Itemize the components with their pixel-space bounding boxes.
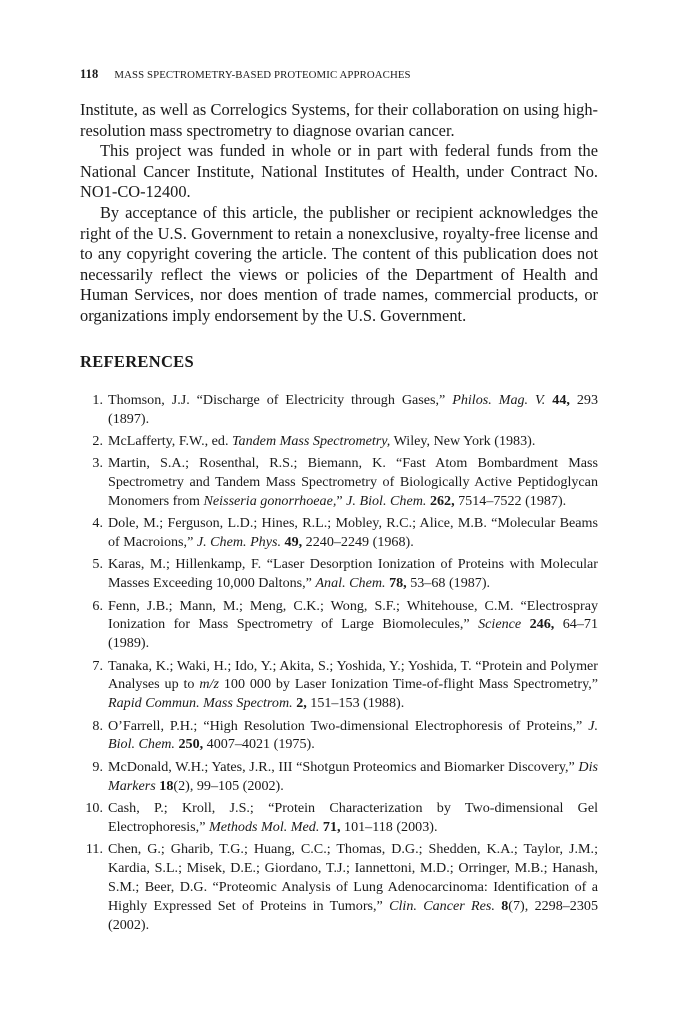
reference-number: 11. bbox=[85, 840, 103, 857]
reference-journal: J. Chem. Phys. bbox=[196, 534, 281, 551]
reference-title: “Protein Characterization by Two-dimensional Gel Electrophoresis,” bbox=[108, 799, 599, 835]
reference-volume: 8 bbox=[501, 897, 509, 914]
reference-number: 6. bbox=[92, 597, 103, 614]
reference-item bbox=[80, 391, 598, 429]
reference-volume: 18 bbox=[159, 777, 174, 794]
reference-item bbox=[80, 514, 598, 552]
reference-journal: Science bbox=[478, 616, 522, 633]
reference-journal: Rapid Commun. Mass Spectrom. bbox=[108, 695, 293, 712]
reference-title: “Laser Desorption Ionization of Proteins with Molecular Masses Exceeding 10,000 Daltons,” bbox=[108, 556, 598, 592]
reference-number: 1. bbox=[92, 392, 103, 408]
reference-item bbox=[80, 657, 598, 714]
reference-volume: 2, bbox=[296, 695, 307, 712]
reference-number: 10. bbox=[85, 799, 103, 816]
reference-rest: 151–153 (1988). bbox=[306, 695, 405, 712]
reference-journal: J. Biol. Chem. bbox=[346, 493, 427, 510]
reference-title-italic: m/z bbox=[199, 676, 219, 693]
reference-volume: 49, bbox=[284, 534, 303, 551]
reference-title: “High Resolution Two-dimensional Electrophoresis of Proteins,” bbox=[203, 717, 589, 734]
reference-rest: 2240–2249 (1968). bbox=[302, 534, 414, 551]
reference-rest: Wiley, New York (1983). bbox=[390, 433, 536, 450]
reference-journal: J. Biol. Chem. bbox=[108, 717, 598, 753]
reference-authors: Tanaka, K.; Waki, H.; Ido, Y.; Akita, S.; Yoshida, Y.; Yoshida, T. bbox=[108, 657, 476, 674]
page-number: 118 bbox=[80, 67, 99, 81]
reference-text bbox=[108, 556, 598, 591]
reference-volume: 250, bbox=[178, 736, 204, 753]
reference-text bbox=[108, 800, 598, 835]
running-head bbox=[80, 67, 411, 82]
reference-title: “Fast Atom Bombardment Mass Spectrometry and Tandem Mass Spectrometry of Biologically Active Peptidoglycan Monomers from bbox=[108, 455, 598, 510]
reference-volume: 44, bbox=[552, 392, 570, 408]
reference-number: 9. bbox=[92, 758, 103, 775]
reference-authors: McLafferty, F.W., ed. bbox=[108, 433, 232, 450]
reference-book: Tandem Mass Spectrometry, bbox=[232, 433, 391, 450]
reference-text bbox=[108, 718, 598, 753]
references-heading: REFERENCES bbox=[80, 352, 194, 371]
reference-rest: 53–68 (1987). bbox=[406, 575, 491, 592]
reference-rest: 7514–7522 (1987). bbox=[454, 493, 567, 510]
reference-volume: 262, bbox=[429, 493, 455, 510]
reference-number: 4. bbox=[92, 515, 103, 532]
reference-title-end: 100 000 by Laser Ionization Time-of-flight Mass Spectrometry,” bbox=[218, 676, 599, 693]
reference-rest: 293 (1897). bbox=[108, 392, 599, 427]
reference-text bbox=[108, 658, 598, 712]
reference-number: 8. bbox=[92, 717, 103, 734]
reference-rest: (2), 99–105 (2002). bbox=[173, 777, 284, 794]
reference-item bbox=[80, 432, 598, 451]
reference-title: “Discharge of Electricity through Gases,” bbox=[196, 392, 453, 408]
reference-authors: O’Farrell, P.H.; bbox=[108, 717, 204, 734]
reference-text bbox=[108, 455, 598, 509]
reference-authors: McDonald, W.H.; Yates, J.R., III bbox=[108, 758, 297, 775]
reference-rest: 64–71 (1989). bbox=[108, 616, 598, 652]
paragraph: By acceptance of this article, the publisher or recipient acknowledges the right of the U.S. Government to retain a nonexclusive, royalty-free license and to any copyright covering the article. The content of this publication does not necessarily reflect the views or policies of the Department of Health and Human Services, nor does mention of trade names, commercial products, or organizations imply endorsement by the U.S. Government. bbox=[80, 202, 598, 325]
running-title: MASS SPECTROMETRY-BASED PROTEOMIC APPROACHES bbox=[114, 69, 411, 81]
paragraph: This project was funded in whole or in part with federal funds from the National Cancer Institute, National Institutes of Health, under Contract No. NO1-CO-12400. bbox=[80, 141, 598, 202]
reference-item bbox=[80, 597, 598, 654]
reference-title: “Protein and Polymer Analyses up to bbox=[108, 657, 599, 693]
body-text bbox=[80, 100, 598, 327]
reference-journal: Clin. Cancer Res. bbox=[389, 897, 495, 914]
reference-journal: Philos. Mag. V. bbox=[452, 392, 546, 408]
reference-item bbox=[80, 555, 598, 593]
reference-text bbox=[108, 598, 598, 652]
reference-authors: Karas, M.; Hillenkamp, F. bbox=[108, 556, 267, 573]
reference-volume: 246, bbox=[529, 616, 555, 633]
reference-text bbox=[108, 392, 598, 427]
reference-text bbox=[108, 433, 535, 449]
reference-title-end: ” bbox=[336, 493, 347, 510]
reference-item bbox=[80, 799, 598, 837]
reference-item bbox=[80, 717, 598, 755]
reference-volume: 78, bbox=[389, 575, 407, 592]
reference-number: 3. bbox=[92, 455, 103, 472]
reference-number: 5. bbox=[92, 556, 103, 573]
reference-title: “Proteomic Analysis of Lung Adenocarcinoma: Identification of a Highly Expressed Set of Proteins in Tumors,” bbox=[108, 878, 598, 914]
reference-rest: 101–118 (2003). bbox=[340, 818, 438, 835]
reference-text bbox=[108, 759, 598, 794]
reference-authors: Fenn, J.B.; Mann, M.; Meng, C.K.; Wong, S.F.; Whitehouse, C.M. bbox=[108, 597, 521, 614]
reference-authors: Chen, G.; Gharib, T.G.; Huang, C.C.; Thomas, D.G.; Shedden, K.A.; Taylor, J.M.; Kardia, S.L.; Misek, D.E.; Giordano, T.J.; Iannettoni, M.D.; Orringer, M.B.; Hanash, S.M.; Beer, D.G. bbox=[108, 840, 598, 895]
reference-authors: Dole, M.; Ferguson, L.D.; Hines, R.L.; Mobley, R.C.; Alice, M.B. bbox=[108, 515, 492, 532]
reference-title: “Electrospray Ionization for Mass Spectrometry of Large Biomolecules,” bbox=[108, 597, 598, 633]
reference-authors: Thomson, J.J. bbox=[108, 392, 197, 408]
reference-item bbox=[80, 840, 598, 935]
reference-item bbox=[80, 454, 598, 511]
paragraph: Institute, as well as Correlogics Systems, for their collaboration on using high-resolution mass spectrometry to diagnose ovarian cancer. bbox=[80, 100, 598, 140]
reference-number: 2. bbox=[92, 433, 103, 450]
reference-number: 7. bbox=[92, 657, 103, 674]
reference-rest: (7), 2298–2305 (2002). bbox=[108, 897, 598, 933]
reference-journal: Methods Mol. Med. bbox=[208, 818, 320, 835]
reference-volume: 71, bbox=[322, 818, 341, 835]
reference-rest: 4007–4021 (1975). bbox=[203, 736, 315, 753]
reference-title: “Shotgun Proteomics and Biomarker Discovery,” bbox=[296, 758, 579, 775]
reference-text bbox=[108, 841, 598, 933]
reference-list bbox=[80, 391, 598, 938]
reference-journal: Dis Markers bbox=[108, 758, 598, 794]
reference-authors: Cash, P.; Kroll, J.S.; bbox=[108, 799, 269, 816]
reference-authors: Martin, S.A.; Rosenthal, R.S.; Biemann, K. bbox=[108, 455, 397, 472]
reference-title: “Molecular Beams of Macroions,” bbox=[108, 515, 598, 551]
reference-text bbox=[108, 515, 598, 550]
reference-title-italic: Neisseria gonorrhoeae, bbox=[203, 493, 337, 510]
reference-journal: Anal. Chem. bbox=[315, 575, 386, 592]
reference-item bbox=[80, 758, 598, 796]
